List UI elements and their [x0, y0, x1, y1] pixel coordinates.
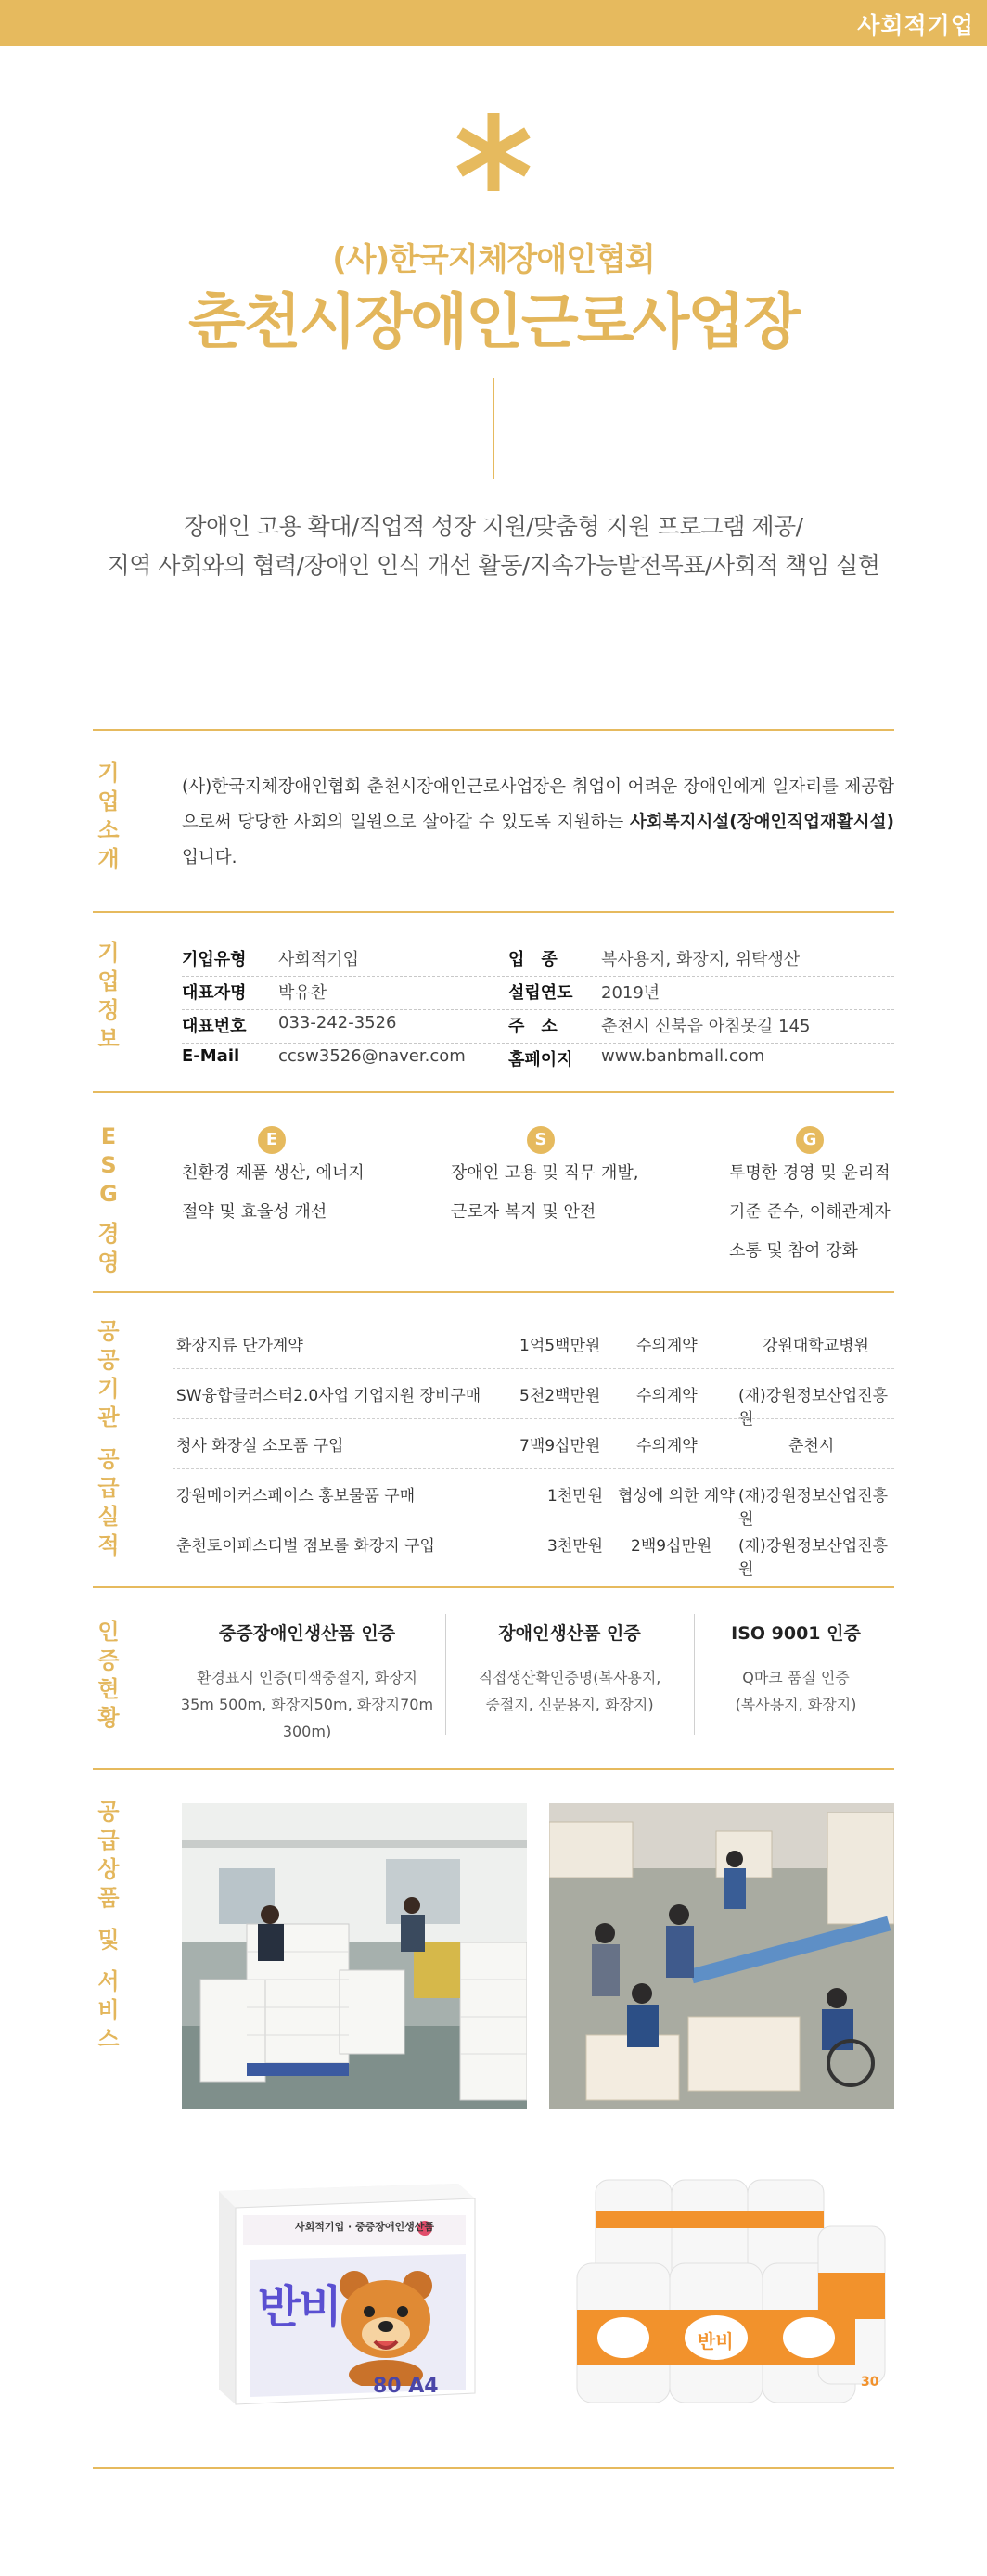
esg-item-e: 친환경 제품 생산, 에너지 절약 및 효율성 개선: [182, 1163, 365, 1222]
record-row: SW융합클러스터2.0사업 기업지원 장비구매 5천2백만원 수의계약 (재)강원정보산업진흥원: [176, 1387, 889, 1429]
roll-badge-text: 30: [861, 2375, 879, 2390]
section-divider: [93, 911, 894, 913]
column-divider: [694, 1614, 695, 1735]
section-divider: [93, 2467, 894, 2469]
cert-desc: 직접생산확인증명(복사용지, 중절지, 신문용지, 화장지): [478, 1669, 661, 1713]
cert-desc: 환경표시 인증(미색중절지, 화장지 35m 500m, 화장지50m, 화장지70m 300m): [180, 1669, 434, 1740]
photo-workers: [549, 1803, 894, 2109]
info-row: 대표번호 033-242-3526 주 소 춘천시 신북읍 아침못길 145: [182, 1013, 811, 1036]
section-label-info: 기 업 정 보: [97, 940, 120, 1052]
roll-brand-text: 반비: [698, 2330, 734, 2352]
record-row: 화장지류 단가계약 1억5백만원 수의계약 강원대학교병원: [176, 1337, 869, 1355]
esg-badge-e: E: [258, 1126, 286, 1154]
section-label-intro: 기 업 소 개: [97, 760, 120, 872]
record-row: 강원메이커스페이스 홍보물품 구매 1천만원 협상에 의한 계약 (재)강원정보산업진흥원: [176, 1487, 889, 1529]
section-label-certs: 인 증 현 황: [97, 1619, 120, 1731]
row-divider: [182, 1043, 894, 1044]
product-toilet-rolls: [568, 2171, 894, 2412]
product-paper-box: [210, 2171, 481, 2412]
category-tag: 사회적기업: [857, 12, 974, 39]
info-row: 대표자명 박유찬 설립연도 2019년: [182, 983, 660, 1003]
record-row: 춘천토이페스티벌 점보롤 화장지 구입 3천만원 2백9십만원 (재)강원정보산업진흥원: [176, 1537, 889, 1579]
email-value: ccsw3526@naver.com: [278, 1046, 466, 1066]
info-row: 기업유형 사회적기업 업 종 복사용지, 화장지, 위탁생산: [182, 950, 801, 969]
divider-vertical: [493, 378, 494, 479]
slogan-line-2: 지역 사회와의 협력/장애인 인식 개선 활동/지속가능발전목표/사회적 책임 실현: [107, 552, 880, 579]
homepage-value: www.banbmall.com: [601, 1046, 765, 1066]
column-divider: [445, 1614, 446, 1735]
slogan-line-1: 장애인 고용 확대/직업적 성장 지원/맞춤형 지원 프로그램 제공/: [184, 513, 803, 540]
esg-badge-s: S: [527, 1126, 555, 1154]
top-bar: [0, 0, 987, 46]
cert-title: 중증장애인생산품 인증: [218, 1623, 396, 1644]
row-divider: [182, 976, 894, 977]
section-label-products: 공 급 상 품 및 서 비 스: [97, 1799, 120, 2052]
record-row: 청사 화장실 소모품 구입 7백9십만원 수의계약 춘천시: [176, 1437, 835, 1455]
cert-title: ISO 9001 인증: [731, 1623, 861, 1644]
section-divider: [93, 729, 894, 731]
box-header-text: 사회적기업 · 중증장애인생산품: [295, 2221, 434, 2233]
section-divider: [93, 1768, 894, 1770]
info-row: E-Mail ccsw3526@naver.com 홈페이지 www.banbmall.com: [182, 1046, 765, 1070]
box-size-text: 80 A4: [373, 2375, 439, 2398]
section-label-esg: E S G 경 영: [97, 1123, 120, 1275]
esg-badge-g: G: [796, 1126, 824, 1154]
bear-mascot-icon: [327, 2265, 447, 2386]
cert-desc: Q마크 품질 인증 (복사용지, 화장지): [735, 1669, 857, 1713]
intro-text: (사)한국지체장애인협회 춘천시장애인근로사업장은 취업이 어려운 장애인에게 일자리를 제공함으로써 당당한 사회의 일원으로 살아갈 수 있도록 지원하는 사회복지시설(장애인직업재활시설)입니다.: [182, 777, 894, 867]
section-divider: [93, 1091, 894, 1093]
section-divider: [93, 1291, 894, 1293]
photo-warehouse: [182, 1803, 527, 2109]
cert-title: 장애인생산품 인증: [498, 1623, 641, 1644]
page-title: 춘천시장애인근로사업장: [187, 288, 800, 357]
asterisk-icon: [449, 108, 538, 197]
row-divider: [182, 1009, 894, 1010]
esg-item-s: 장애인 고용 및 직무 개발, 근로자 복지 및 안전: [451, 1163, 639, 1222]
esg-item-g: 투명한 경영 및 윤리적 기준 준수, 이해관계자 소통 및 참여 강화: [729, 1163, 891, 1261]
box-brand-text: 반비: [258, 2281, 340, 2333]
section-divider: [93, 1586, 894, 1588]
org-name: (사)한국지체장애인협회: [332, 241, 655, 278]
section-label-records: 공 공 기 관 공 급 실 적: [97, 1318, 120, 1558]
